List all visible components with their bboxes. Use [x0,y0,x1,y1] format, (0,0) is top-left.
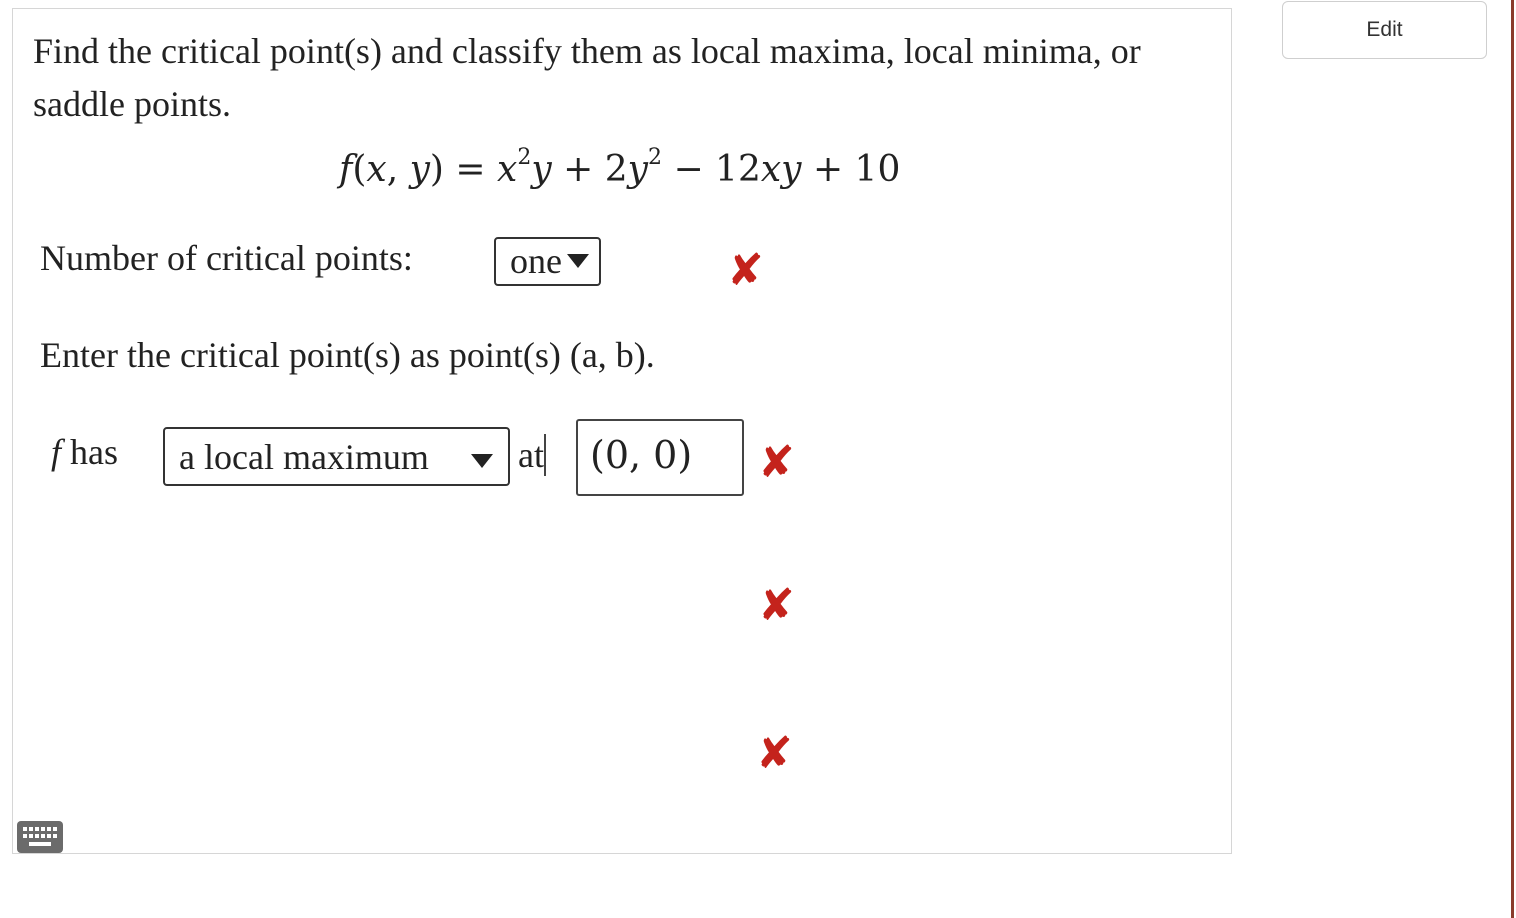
right-edge-rule [1511,0,1514,918]
classification-selected: a local maximum [179,437,429,477]
x-mark-icon: ✘ [758,580,795,631]
chevron-down-icon [471,454,493,468]
edit-button[interactable]: Edit [1282,1,1487,59]
question-panel [12,8,1232,854]
chevron-down-icon [567,254,589,268]
critical-count-label: Number of critical points: [40,238,413,278]
function-formula: f(x, $y) = x^2y + 2y^2 - 12xy + 10$ [339,145,901,190]
instruction-text: Enter the critical point(s) as point(s) (a, b). [40,335,655,375]
keyboard-icon[interactable] [17,821,63,853]
x-mark-icon: ✘ [756,728,793,779]
critical-point-value: (0, 0) [590,433,693,477]
classification-select[interactable] [163,427,510,486]
x-mark-icon: ✘ [758,437,795,488]
classification-connector: at [518,435,544,475]
question-prompt: Find the critical point(s) and classify them as local maxima, local minima, or saddle points. [33,31,1141,124]
critical-point-input[interactable] [576,419,744,496]
critical-count-select[interactable] [494,237,601,286]
x-mark-icon: ✘ [727,245,764,296]
classification-prefix: f has [51,432,119,472]
critical-count-selected: one [510,241,562,281]
